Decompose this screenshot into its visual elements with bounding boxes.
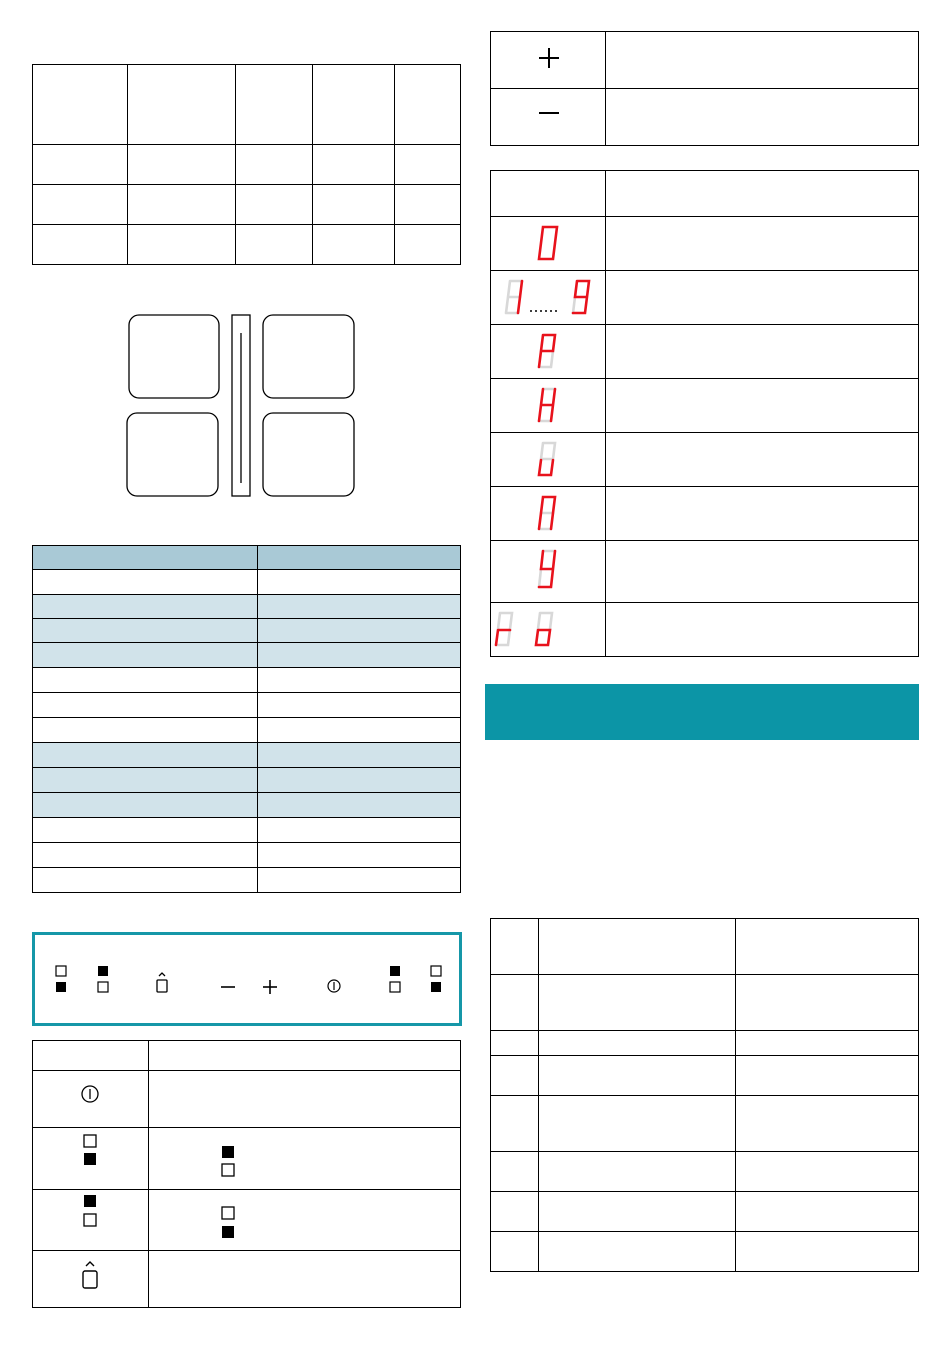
table-row	[33, 818, 461, 843]
table-row	[33, 668, 461, 693]
table-row	[33, 1190, 461, 1251]
zone-rear-left-icon	[149, 1190, 459, 1250]
table-row	[33, 793, 461, 818]
table-row	[33, 718, 461, 743]
zone-selector-icon[interactable]	[98, 966, 108, 992]
display-code-h	[491, 379, 605, 432]
zone-rear-left-icon	[33, 1190, 148, 1250]
table-row	[491, 1232, 919, 1272]
table-row	[33, 1251, 461, 1308]
table-row	[491, 1192, 919, 1232]
table-row	[491, 271, 919, 325]
table-row	[491, 1056, 919, 1096]
table-row	[491, 487, 919, 541]
table-row	[33, 145, 461, 185]
table-row	[491, 32, 919, 89]
display-code-y	[491, 541, 605, 602]
display-code-0	[491, 217, 605, 270]
table-row	[491, 975, 919, 1031]
maintenance-table	[490, 918, 919, 1272]
hob-table-header	[33, 65, 461, 145]
plus-icon	[491, 32, 605, 88]
display-code-table	[490, 170, 919, 657]
table-row	[491, 541, 919, 603]
table-row	[491, 433, 919, 487]
zone-front-right	[263, 413, 354, 496]
table-row	[491, 919, 919, 975]
plus-minus-table	[490, 31, 919, 146]
table-row	[33, 768, 461, 793]
table-cell	[313, 65, 395, 145]
table-row	[33, 643, 461, 668]
zone-front-left-icon	[33, 1128, 148, 1189]
power-icon[interactable]	[328, 980, 340, 992]
table-row	[33, 619, 461, 643]
table-row	[33, 1128, 461, 1190]
table-row	[491, 89, 919, 146]
table-row	[33, 570, 461, 595]
table-row	[33, 868, 461, 893]
table-row	[33, 1071, 461, 1128]
zone-selector-icon[interactable]	[56, 966, 66, 992]
plus-icon[interactable]	[263, 980, 277, 994]
display-code-n	[491, 487, 605, 540]
table-cell	[33, 65, 128, 145]
table-row	[491, 1096, 919, 1152]
table-row	[33, 843, 461, 868]
display-code-u	[491, 433, 605, 486]
lock-icon	[33, 1251, 148, 1307]
zone-rear-right	[263, 315, 354, 398]
section-banner	[485, 684, 919, 740]
button-table	[32, 1040, 461, 1308]
lock-icon[interactable]	[157, 973, 167, 992]
display-code-1-9	[491, 271, 605, 324]
table-row	[491, 171, 919, 217]
zone-rear-left	[129, 315, 219, 398]
table-row	[491, 1031, 919, 1056]
table-row	[33, 225, 461, 265]
table-cell	[395, 65, 461, 145]
table-row	[33, 185, 461, 225]
table-row	[491, 379, 919, 433]
zone-front-left	[127, 413, 218, 496]
display-code-p	[491, 325, 605, 378]
table-cell	[128, 65, 236, 145]
table-row	[33, 1041, 461, 1071]
table-row	[491, 217, 919, 271]
hob-table	[32, 64, 461, 265]
zone-selector-icon[interactable]	[390, 966, 400, 992]
table-row	[33, 546, 461, 570]
table-row	[33, 743, 461, 768]
table-row	[33, 693, 461, 718]
spec-table	[32, 545, 461, 893]
table-cell	[236, 65, 313, 145]
power-icon	[33, 1071, 148, 1127]
zone-front-left-icon	[149, 1128, 459, 1189]
zone-selector-icon[interactable]	[431, 966, 441, 992]
table-row	[33, 595, 461, 619]
display-code-r-o	[491, 603, 605, 656]
control-panel	[32, 932, 462, 1026]
table-row	[491, 603, 919, 657]
cooking-zone-diagram	[120, 308, 365, 503]
table-row	[491, 1152, 919, 1192]
minus-icon	[491, 89, 605, 145]
table-row	[491, 325, 919, 379]
